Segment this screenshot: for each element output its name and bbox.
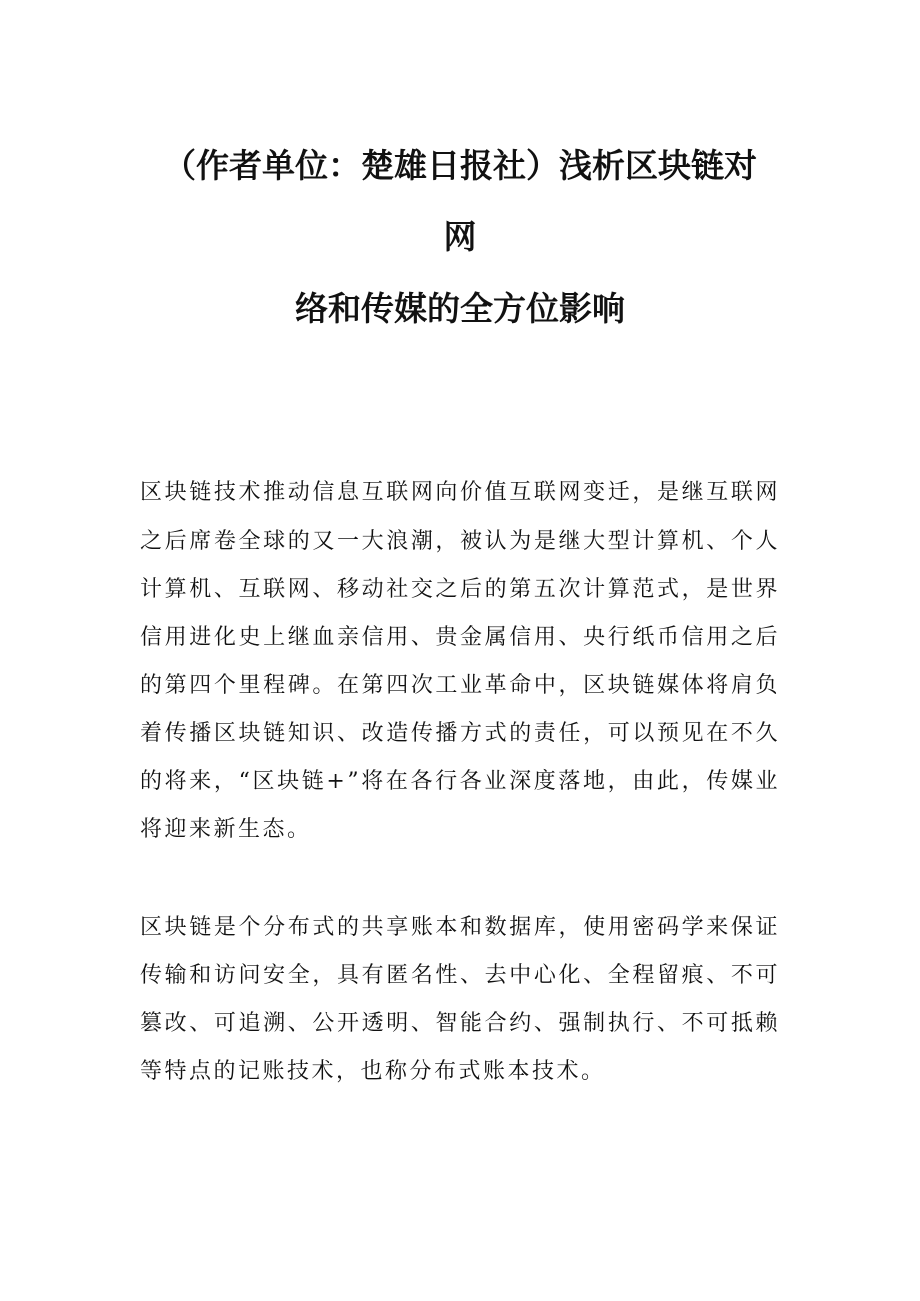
paragraph-1-line: 的将来，“区块链+”将在各行各业深度落地，由此，传媒业 <box>140 769 780 794</box>
paragraph-1-line: 计算机、互联网、移动社交之后的第五次计算范式，是世界 <box>140 577 780 602</box>
paragraph-1-line: 信用进化史上继血亲信用、贵金属信用、央行纸币信用之后 <box>140 625 780 650</box>
paragraph-1-line: 区块链技术推动信息互联网向价值互联网变迁，是继互联网 <box>140 480 780 505</box>
paragraph-2-line: 区块链是个分布式的共享账本和数据库，使用密码学来保证 <box>140 915 780 940</box>
paragraph-2-line: 等特点的记账技术，也称分布式账本技术。 <box>140 1059 606 1084</box>
paragraph-2-line: 传输和访问安全，具有匿名性、去中心化、全程留痕、不可 <box>140 963 780 988</box>
document-title-line-1: （作者单位：楚雄日报社）浅析区块链对 <box>163 146 757 185</box>
document-title-line-2: 网 <box>443 217 477 256</box>
paragraph-1-line: 着传播区块链知识、改造传播方式的责任，可以预见在不久 <box>140 721 780 746</box>
paragraph-1-line: 将迎来新生态。 <box>140 817 312 842</box>
paragraph-2-line: 篡改、可追溯、公开透明、智能合约、强制执行、不可抵赖 <box>140 1011 780 1036</box>
document-title-line-3: 络和传媒的全方位影响 <box>295 289 625 328</box>
paragraph-1-line: 的第四个里程碑。在第四次工业革命中，区块链媒体将肩负 <box>140 673 780 698</box>
paragraph-1-line: 之后席卷全球的又一大浪潮，被认为是继大型计算机、个人 <box>140 529 780 554</box>
